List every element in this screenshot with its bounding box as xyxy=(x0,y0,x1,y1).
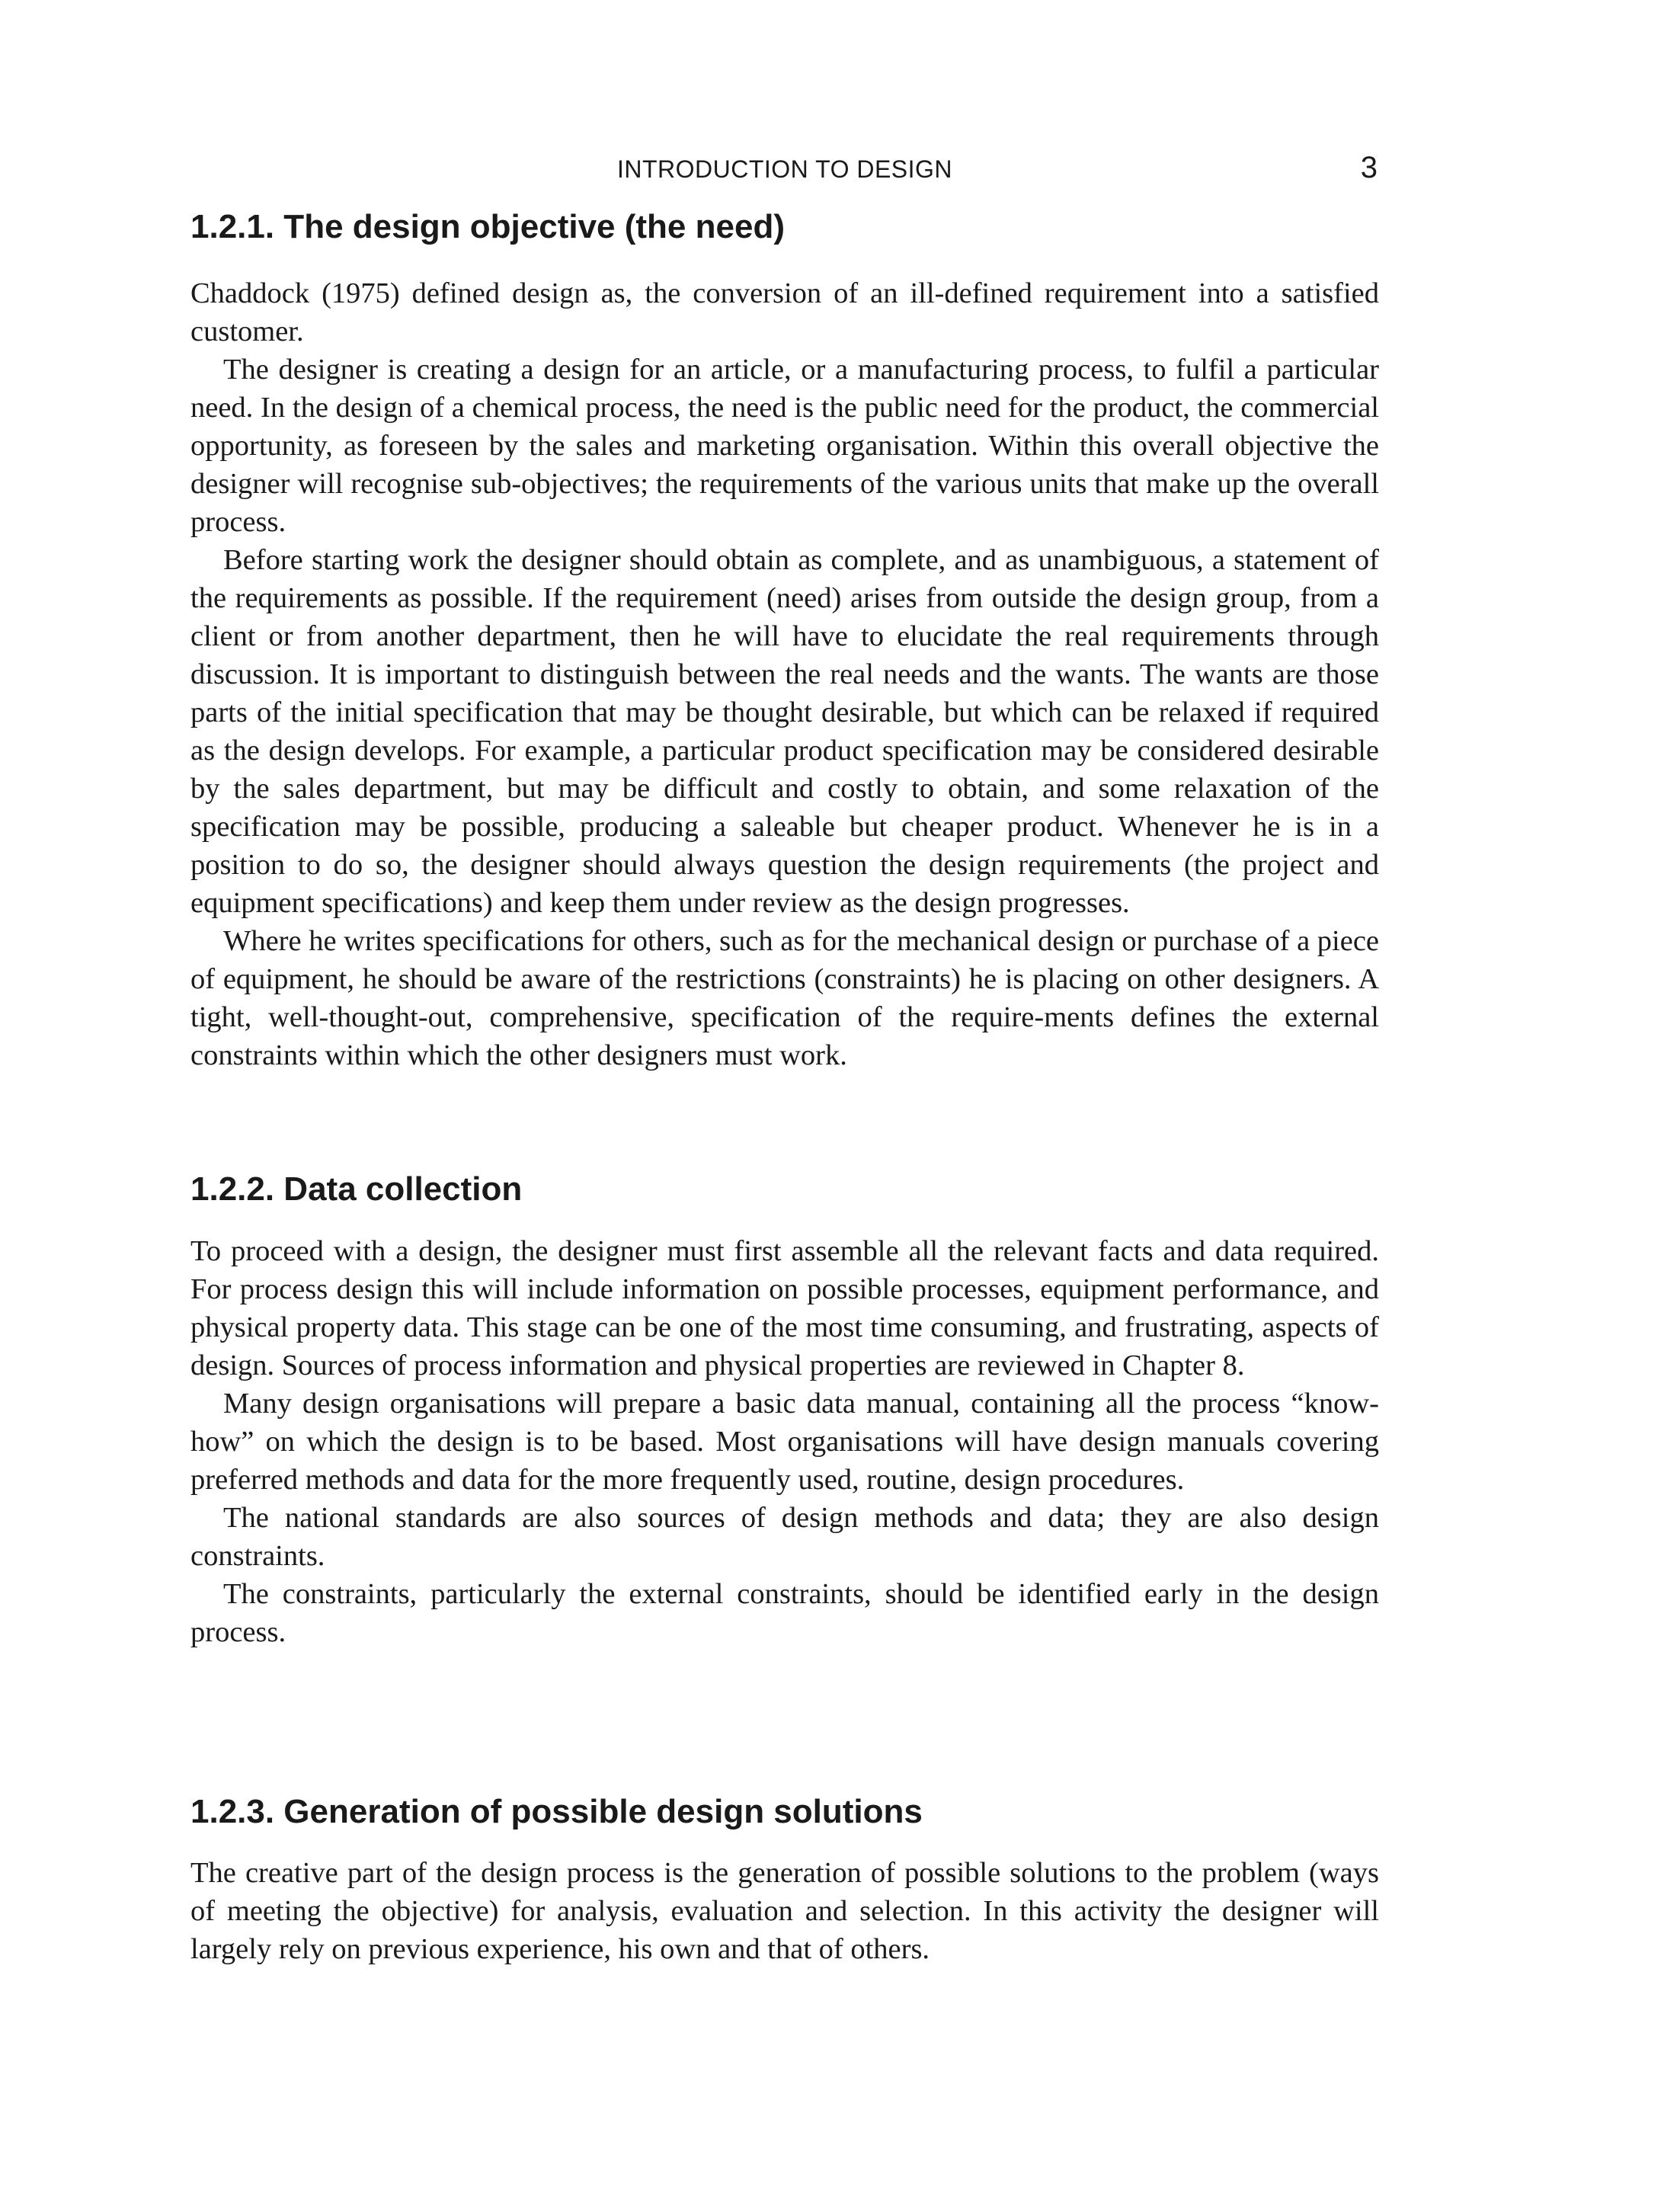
paragraph: The constraints, particularly the external constraints, should be identified early in the design process. xyxy=(190,1578,1379,1648)
section-heading-design-objective: 1.2.1. The design objective (the need) xyxy=(190,208,785,245)
paragraph: Where he writes specifications for others, such as for the mechanical design or purchase of a piece of equipment, he should be aware of the restrictions (constraints) he is placing on other designers. A tight, well-thought-out, comprehensive, specification of the require-ments defines the external constraints within which the other designers must work. xyxy=(190,925,1379,1071)
paragraph: Before starting work the designer should obtain as complete, and as unambiguous, a statement of the requirements as possible. If the requirement (need) arises from outside the design group, from a client or from another department, then he will have to elucidate the real requirements through discussion. It is important to distinguish between the real needs and the wants. The wants are those parts of the initial specification that may be thought desirable, but which can be relaxed if required as the design develops. For example, a particular product specification may be considered desirable by the sales department, but may be difficult and costly to obtain, and some relaxation of the specification may be possible, producing a saleable but cheaper product. Whenever he is in a position to do so, the designer should always question the design requirements (the project and equipment specifications) and keep them under review as the design progresses. xyxy=(190,544,1379,919)
section-heading-generation-of-solutions: 1.2.3. Generation of possible design solutions xyxy=(190,1793,923,1830)
page-number: 3 xyxy=(1360,151,1378,184)
section-body-generation-of-solutions xyxy=(190,1854,1379,1968)
section-body-data-collection xyxy=(190,1232,1379,1651)
section-heading-data-collection: 1.2.2. Data collection xyxy=(190,1170,523,1208)
paragraph: To proceed with a design, the designer must first assemble all the relevant facts and data required. For process design this will include information on possible processes, equipment performance, and physical property data. This stage can be one of the most time consuming, and frustrating, aspects of design. Sources of process information and physical properties are reviewed in Chapter 8. xyxy=(190,1235,1379,1381)
paragraph: The designer is creating a design for an article, or a manufacturing process, to fulfil a particular need. In the design of a chemical process, the need is the public need for the product, the commercial opportunity, as foreseen by the sales and marketing organisation. Within this overall objective the designer will recognise sub-objectives; the requirements of the various units that make up the overall process. xyxy=(190,354,1379,538)
running-title: INTRODUCTION TO DESIGN xyxy=(616,155,953,183)
paragraph: The national standards are also sources of design methods and data; they are also design constraints. xyxy=(190,1502,1379,1572)
paragraph: The creative part of the design process is the generation of possible solutions to the problem (ways of meeting the objective) for analysis, evaluation and selection. In this activity the designer will largely rely on previous experience, his own and that of others. xyxy=(190,1857,1379,1965)
paragraph: Chaddock (1975) defined design as, the conversion of an ill-defined requirement into a satisfied customer. xyxy=(190,277,1379,347)
paragraph: Many design organisations will prepare a basic data manual, containing all the process “know-how” on which the design is to be based. Most organisations will have design manuals covering preferred methods and data for the more frequently used, routine, design procedures. xyxy=(190,1388,1379,1496)
section-body-design-objective xyxy=(190,274,1379,1074)
running-header xyxy=(190,151,1379,189)
